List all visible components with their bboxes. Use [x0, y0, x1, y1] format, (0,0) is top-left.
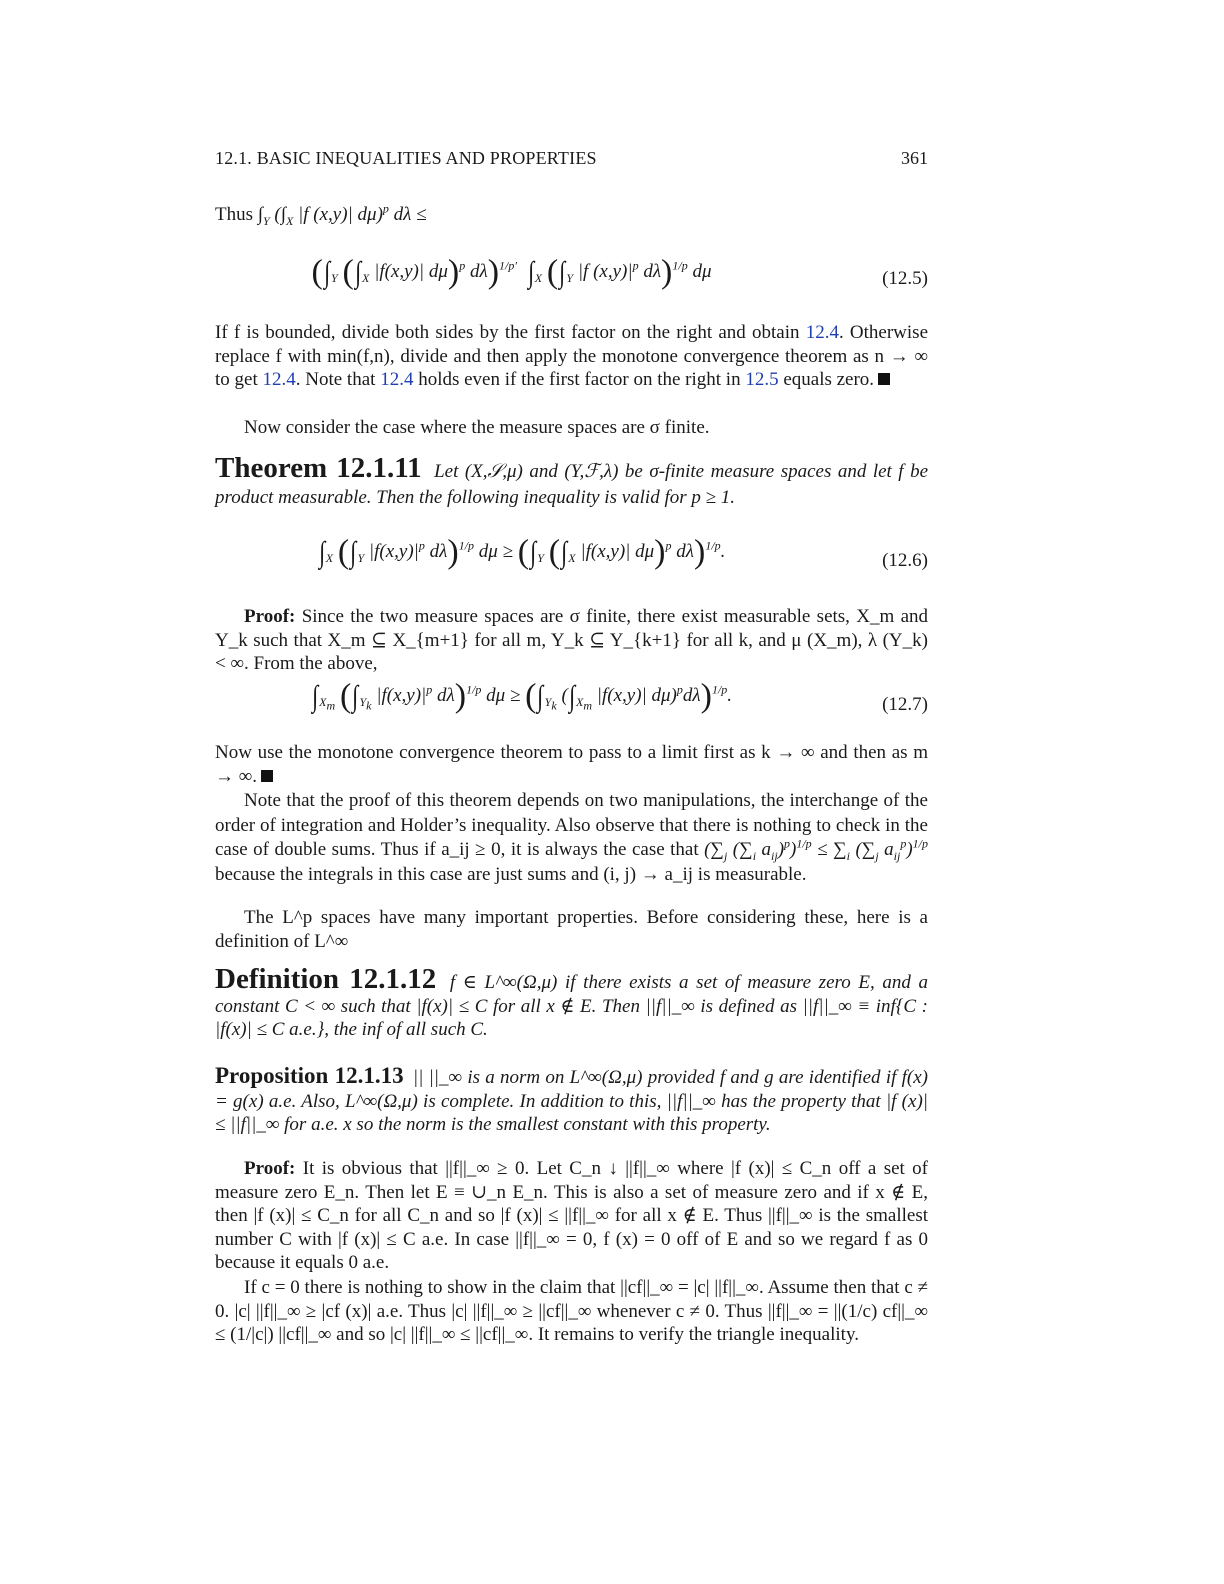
running-header — [215, 148, 928, 174]
para-text: . Otherwise replace f with min(f,n), divide and then apply the monotone convergence theorem as n → ∞ to get — [215, 322, 929, 391]
equation-12-6 — [215, 528, 928, 592]
equation-tag: (12.7) — [882, 694, 928, 715]
proposition-12-1-13 — [215, 1064, 928, 1137]
paragraph-monotone — [215, 741, 928, 788]
proof-label: Proof: — [244, 606, 296, 627]
equation-12-6-body: $\int_X$ ($\int_Y$ $|f(x,y)|^p$ dλ)$^{1/p}$ $d\mu \ge (\int_Y$ ($\int_X$ |f(x,y)| dμ)$^p$ dλ)$^{1/p}$. — [318, 534, 726, 571]
theorem-label: Theorem 12.1.11 — [215, 452, 422, 484]
definition-label: Definition 12.1.12 — [215, 963, 437, 995]
section-title: 12.1. BASIC INEQUALITIES AND PROPERTIES — [215, 148, 597, 168]
para-text: Note that the proof of this theorem depends on two manipulations, the interchange of the order of integration and Holder’s inequality. Also observe that there is nothing to check in the case of double sums. Thus if a_ij ≥ 0, it is always the case that — [215, 790, 928, 860]
theorem-12-1-11 — [215, 452, 928, 511]
para-text: . Note that — [295, 369, 376, 391]
equation-12-5 — [215, 248, 928, 312]
proof-label: Proof: — [244, 1158, 296, 1179]
paragraph-scalar: If c = 0 there is nothing to show in the claim that ||cf||_∞ = |c| ||f||_∞. Assume then that c ≠ 0. |c| ||f||_∞ ≥ |cf (x)| a.e. Thus |c| ||f||_∞ ≥ ||cf||_∞ whenever c ≠ 0. Thus ||f||_∞ = ||(1/c) cf||_∞ ≤ (1/|c|) ||cf||_∞ and so |c| ||f||_∞ ≤ ||cf||_∞. It remains to verify the triangle inequality. — [215, 1277, 928, 1346]
qed-square-icon — [261, 770, 273, 782]
paragraph-bounded — [215, 321, 928, 392]
equation-tag: (12.5) — [882, 268, 928, 289]
intro-line — [215, 203, 928, 227]
proof-text: It is obvious that ||f||_∞ ≥ 0. Let C_n ↓ ||f||_∞ where |f (x)| ≤ C_n off a set of measure zero E_n. Then let E ≡ ∪_n E_n. This is also a set of measure zero and if x ∉ E, then |f (x)| ≤ C_n for all C_n and so |f (x)| ≤ ||f||_∞ for all x ∉ E. Thus ||f||_∞ is the smallest number C with |f (x)| ≤ C a.e. In case ||f||_∞ = 0, f (x) = 0 off of E and so we regard f as 0 because it equals 0 a.e. — [215, 1158, 929, 1274]
equation-link[interactable]: 12.4 — [380, 369, 414, 391]
equation-link[interactable]: 12.4 — [805, 322, 839, 343]
theorem-statement: Let (X,𝒮,μ) and (Y,ℱ,λ) be σ-finite measure spaces and let f be product measurable. Then the following inequality is valid for p ≥ 1. — [215, 461, 928, 508]
double-sum-inequality: ($\sum_j$ ($\sum_i$ $a_{ij})^p)^{1/p} \le \sum_i$ ($\sum_j$ $a_{ij}^p)^{1/p}$ — [704, 836, 928, 863]
paragraph-lp-spaces: The L^p spaces have many important properties. Before considering these, here is a definition of L^∞ — [215, 907, 928, 952]
intro-text: Thus $\int_Y$ ($\int_X$ |f (x,y)| dμ)$^p$ dλ ≤ — [215, 201, 427, 228]
page-number: 361 — [901, 148, 928, 168]
definition-12-1-12 — [215, 963, 929, 1042]
para-text: If f is bounded, divide both sides by the first factor on the right and obtain — [215, 322, 800, 343]
equation-12-7 — [215, 672, 928, 736]
para-text: holds even if the first factor on the right in — [418, 369, 741, 391]
para-text: because the integrals in this case are just sums and (i, j) → a_ij is measurable. — [215, 863, 807, 885]
para-text: equals zero. — [783, 369, 875, 391]
definition-statement: f ∈ L^∞(Ω,μ) if there exists a set of measure zero E, and a constant C < ∞ such that |f(x)| ≤ C for all x ∉ E. Then ||f||_∞ is defined as ||f||_∞ ≡ inf{C : |f(x)| ≤ C a.e.}, the inf of all such C. — [215, 972, 929, 1041]
proposition-statement: || ||_∞ is a norm on L^∞(Ω,μ) provided f and g are identified if f(x) = g(x) a.e. Also, L^∞(Ω,μ) is complete. In addition to this, ||f||_∞ has the property that |f (x)| ≤ ||f||_∞ for a.e. x so the norm is the smallest constant with this property. — [215, 1067, 929, 1136]
equation-12-5-body: ($\int_Y$ ($\int_X$ |f(x,y)| dμ)$^p$ dλ)$^{1/p'}$ $\int_X$ ($\int_Y$ |f $(x,y)|^p$ dλ)$^{1/p}$ dμ — [311, 254, 712, 291]
proof-proposition — [215, 1157, 928, 1275]
para-text: Now use the monotone convergence theorem to pass to a limit first as k → ∞ and then as m → ∞. — [215, 742, 928, 787]
equation-12-7-body: $\int_{X_m}$ ($\int_{Y_k}$ $|f(x,y)|^p$ dλ)$^{1/p}$ $d\mu \ge (\int_{Y_k}$ ($\int_{X_m}$ |f(x,y)| dμ)$^p$dλ)$^{1/p}$. — [311, 678, 733, 715]
equation-link[interactable]: 12.4 — [262, 369, 296, 391]
paragraph-sigma-finite: Now consider the case where the measure spaces are σ finite. — [244, 417, 710, 438]
equation-link[interactable]: 12.5 — [745, 369, 779, 391]
proof-theorem — [215, 605, 928, 676]
paragraph-note — [215, 789, 928, 887]
proof-text: Since the two measure spaces are σ finite, there exist measurable sets, X_m and Y_k such that X_m ⊆ X_{m+1} for all m, Y_k ⊆ Y_{k+1} for all k, and μ (X_m), λ (Y_k) < ∞. From the above, — [215, 606, 928, 675]
qed-square-icon — [878, 373, 890, 385]
equation-tag: (12.6) — [882, 550, 928, 571]
proposition-label: Proposition 12.1.13 — [215, 1063, 404, 1088]
